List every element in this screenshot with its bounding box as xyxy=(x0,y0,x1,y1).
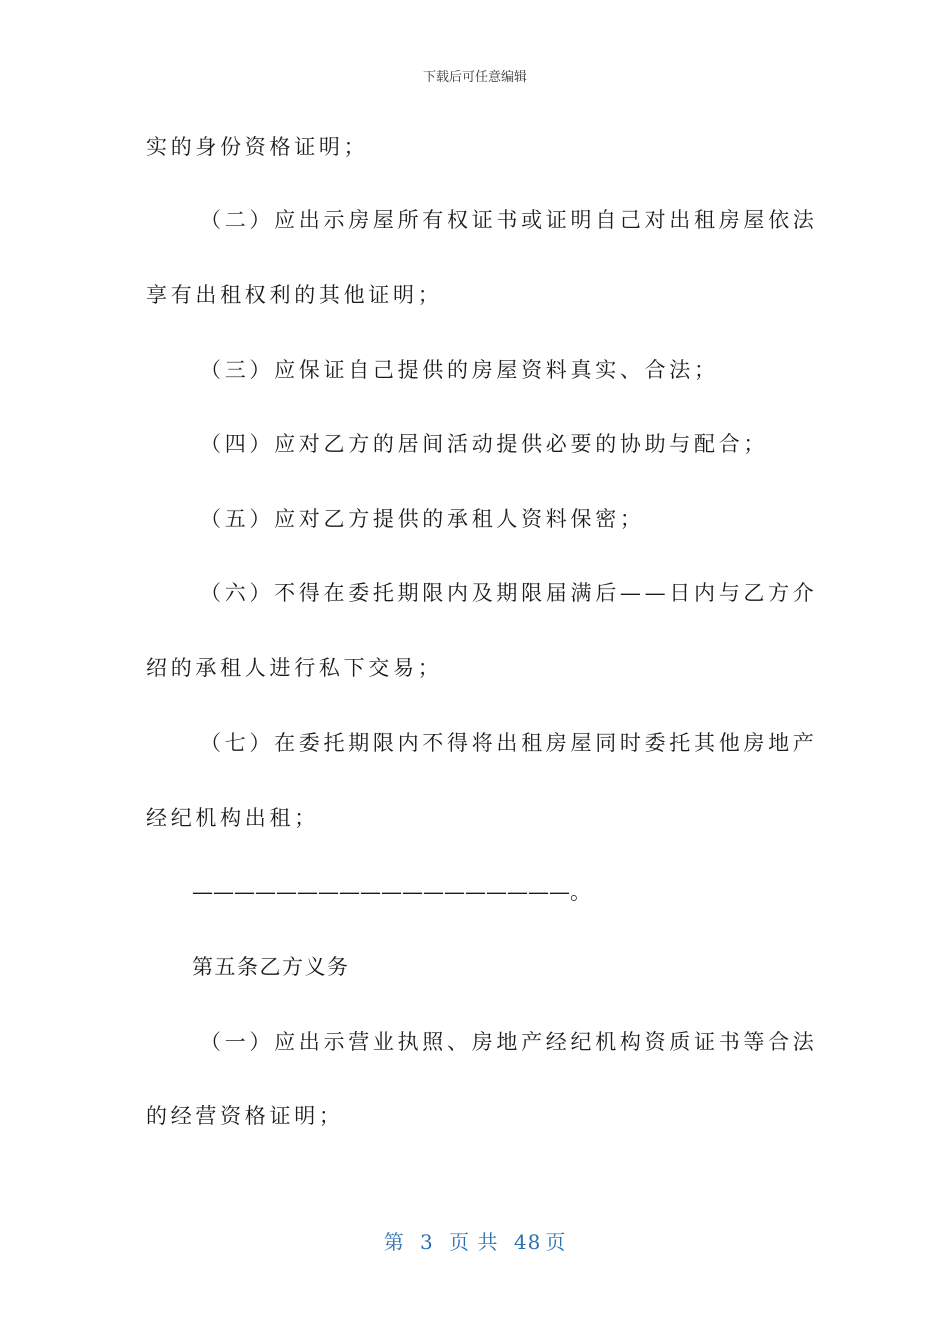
body-line-6: （五）应对乙方提供的承租人资料保密； xyxy=(200,507,645,531)
footer-total-pages: 48 xyxy=(513,1230,542,1254)
body-line-4: （三）应保证自己提供的房屋资料真实、合法； xyxy=(200,358,719,382)
page-header: 下载后可任意编辑 xyxy=(422,70,527,85)
footer-suffix: 页 xyxy=(545,1230,567,1254)
page-number-footer xyxy=(0,1226,950,1255)
body-line-1: 实的身份资格证明； xyxy=(146,135,369,159)
body-line-9: （七）在委托期限内不得将出租房屋同时委托其他房地产 xyxy=(200,731,818,755)
section-heading: 第五条乙方义务 xyxy=(192,955,350,979)
body-line-14: 的经营资格证明； xyxy=(146,1104,344,1128)
footer-current-page: 3 xyxy=(420,1230,434,1254)
body-line-2: （二）应出示房屋所有权证书或证明自己对出租房屋依法 xyxy=(200,208,818,232)
body-line-5: （四）应对乙方的居间活动提供必要的协助与配合； xyxy=(200,432,769,456)
body-line-13: （一）应出示营业执照、房地产经纪机构资质证书等合法 xyxy=(200,1030,818,1054)
footer-prefix: 第 xyxy=(383,1230,405,1254)
body-line-11-blank: ——————————————————。 xyxy=(192,880,591,904)
body-line-7: （六）不得在委托期限内及期限届满后——日内与乙方介 xyxy=(200,581,818,605)
footer-mid: 页 共 xyxy=(449,1230,499,1254)
body-line-8: 绍的承租人进行私下交易； xyxy=(146,656,443,680)
body-line-3: 享有出租权利的其他证明； xyxy=(146,283,443,307)
body-line-10: 经纪机构出租； xyxy=(146,806,319,830)
